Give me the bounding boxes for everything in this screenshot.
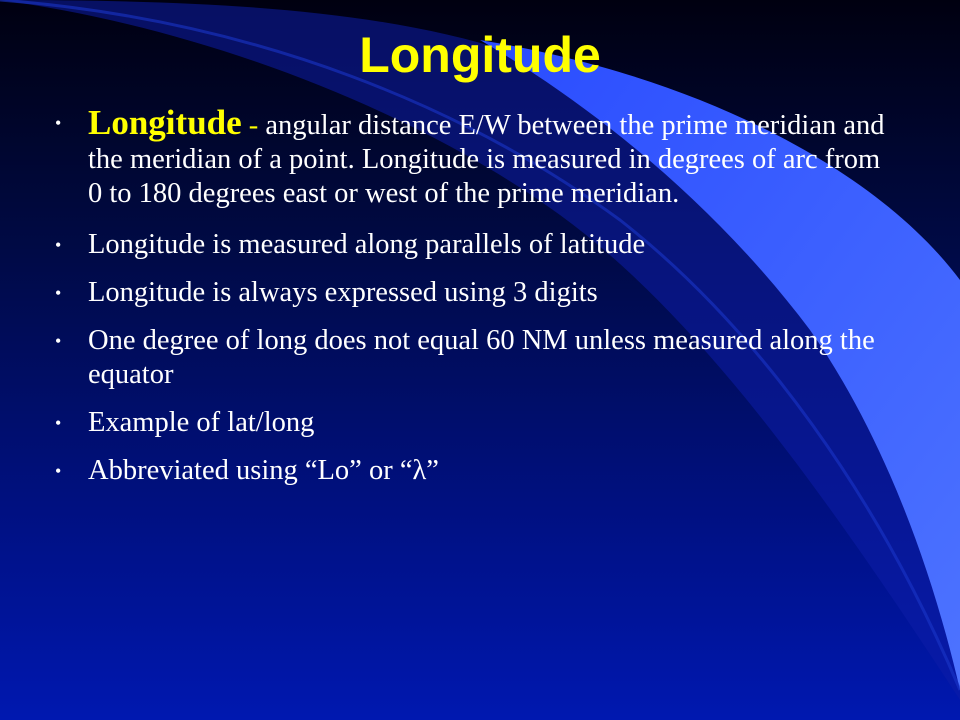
bullet-text: Longitude is measured along parallels of latitude (88, 229, 646, 260)
definition-term: Longitude (88, 103, 242, 142)
bullet-text: Example of lat/long (88, 407, 315, 438)
bullet-dot-icon: • (55, 331, 62, 351)
bullet-dot-icon: • (55, 283, 62, 303)
bullet-dot-icon: • (55, 461, 62, 481)
bullet-list (55, 103, 900, 502)
bullet-dot-icon: • (55, 235, 62, 255)
bullet-text: Longitude is always expressed using 3 digits (88, 277, 598, 308)
bullet-abbreviation (55, 454, 900, 488)
definition-text: angular distance E/W between the prime meridian and the meridian of a point. Longitude is measured in degrees of arc from 0 to 180 degrees east or west of the prime meridian. (88, 110, 885, 209)
bullet-measured-along-parallels (55, 228, 900, 262)
bullet-example-lat-long (55, 406, 900, 440)
bullet-dot-icon: • (55, 413, 62, 433)
definition-dash: - (241, 110, 266, 141)
bullet-three-digits (55, 276, 900, 310)
slide-title: Longitude (359, 27, 601, 83)
bullet-one-degree-nm (55, 324, 900, 392)
bullet-text: Abbreviated using “Lo” or “λ” (88, 455, 439, 486)
bullet-text: One degree of long does not equal 60 NM unless measured along the equator (88, 325, 875, 390)
bullet-longitude-definition (55, 103, 900, 211)
bullet-dot-icon: • (55, 113, 62, 133)
